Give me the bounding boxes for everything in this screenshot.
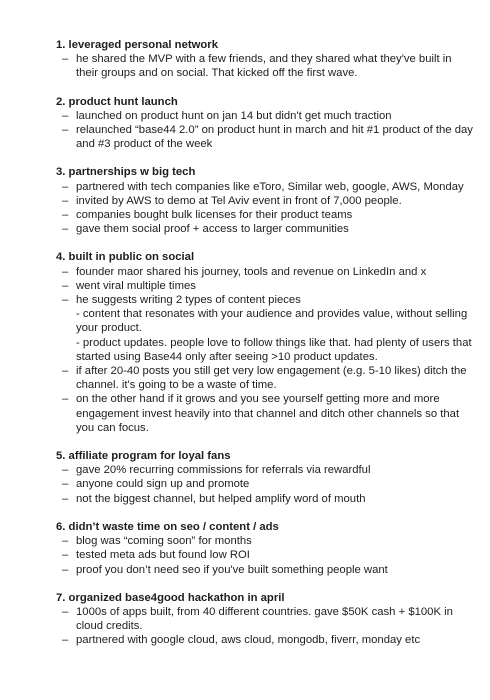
section-5 [56,449,476,506]
list-item-text: 1000s of apps built, from 40 different countries. gave $50K cash + $100K in cloud credits. [76,605,453,633]
list-item-text: invited by AWS to demo at Tel Aviv event in front of 7,000 people. [76,194,402,207]
dash-bullet: – [62,223,69,236]
list-item-text: relaunched “base44 2.0” on product hunt in march and hit #1 product of the day and #3 product of the week [76,124,473,151]
list-item [56,563,476,577]
dash-bullet: – [62,53,69,66]
list-item [56,180,476,194]
list-item [56,109,476,123]
section-heading: 5. affiliate program for loyal fans [56,450,231,463]
section-heading: 4. built in public on social [56,251,195,264]
dash-bullet: – [62,365,69,378]
list-item-text: partnered with tech companies like eToro, Similar web, google, AWS, Monday [76,180,464,193]
dash-bullet: – [62,209,69,222]
dash-bullet: – [62,634,69,647]
section-6 [56,520,476,577]
list-item-text: companies bought bulk licenses for their product teams [76,209,353,222]
dash-bullet: – [62,605,69,618]
dash-bullet: – [62,393,69,406]
dash-bullet: – [62,124,69,137]
dash-bullet: – [62,549,69,562]
list-item [56,463,476,477]
dash-bullet: – [62,478,69,491]
bullet-list [56,534,476,577]
section-heading: 2. product hunt launch [56,95,178,108]
bullet-list [56,180,476,237]
dash-bullet: – [62,265,69,278]
list-item [56,477,476,491]
list-item-text: partnered with google cloud, aws cloud, mongodb, fiverr, monday etc [76,634,421,647]
bullet-list [56,265,476,435]
document-body [56,38,476,648]
section-heading: 6. didn’t waste time on seo / content / ads [56,520,279,533]
dash-bullet: – [62,563,69,576]
dash-bullet: – [62,109,69,122]
list-item [56,279,476,293]
sub-item-text: - product updates. people love to follow things like that. had plenty of users that started using Base44 only after seeing >10 product updates. [76,336,472,363]
list-item-text: founder maor shared his journey, tools and revenue on LinkedIn and x [76,265,427,278]
list-item [56,293,476,364]
section-3 [56,165,476,236]
list-item [56,265,476,279]
list-item-text: if after 20-40 posts you still get very low engagement (e.g. 5-10 likes) ditch the channel. it's going to be a waste of time. [76,365,467,392]
list-item [56,392,476,435]
list-item-text: he shared the MVP with a few friends, and they shared what they've built in their groups and on social. That kicked off the first wave. [76,53,452,80]
section-1 [56,38,476,81]
list-item [56,222,476,236]
list-item [56,364,476,392]
list-item-text: launched on product hunt on jan 14 but didn't get much traction [76,109,392,122]
section-heading: 7. organized base4good hackathon in april [56,591,285,604]
list-item [56,52,476,80]
list-item [56,534,476,548]
section-7 [56,591,476,648]
dash-bullet: – [62,194,69,207]
list-item-text: gave 20% recurring commissions for referrals via rewardful [76,464,371,477]
sub-item-text: - content that resonates with your audience and provides value, without selling your product. [76,308,468,335]
bullet-list [56,52,476,80]
dash-bullet: – [62,464,69,477]
dash-bullet: – [62,492,69,505]
list-item [56,633,476,647]
dash-bullet: – [62,535,69,548]
list-item-text: proof you don’t need seo if you've built something people want [76,563,388,576]
list-item-text: on the other hand if it grows and you see yourself getting more and more engagement invest heavily into that channel and ditch other channels so that you can focus. [76,393,460,434]
list-item [56,492,476,506]
list-item-text: blog was “coming soon” for months [76,535,252,548]
section-heading: 3. partnerships w big tech [56,166,196,179]
bullet-list [56,109,476,152]
list-item [56,548,476,562]
list-item [56,208,476,222]
dash-bullet: – [62,180,69,193]
list-item-text: not the biggest channel, but helped amplify word of mouth [76,492,366,505]
section-2 [56,95,476,152]
list-item-text: anyone could sign up and promote [76,478,250,491]
list-item-text: tested meta ads but found low ROI [76,549,250,562]
dash-bullet: – [62,294,69,307]
bullet-list [56,605,476,648]
list-item [56,194,476,208]
list-item [56,605,476,633]
section-heading: 1. leveraged personal network [56,39,218,51]
list-item-text: went viral multiple times [76,279,196,292]
bullet-list [56,463,476,506]
section-4 [56,250,476,435]
dash-bullet: – [62,279,69,292]
list-item-text: he suggests writing 2 types of content pieces [76,294,301,307]
list-item-text: gave them social proof + access to larger communities [76,223,349,236]
list-item [56,123,476,151]
